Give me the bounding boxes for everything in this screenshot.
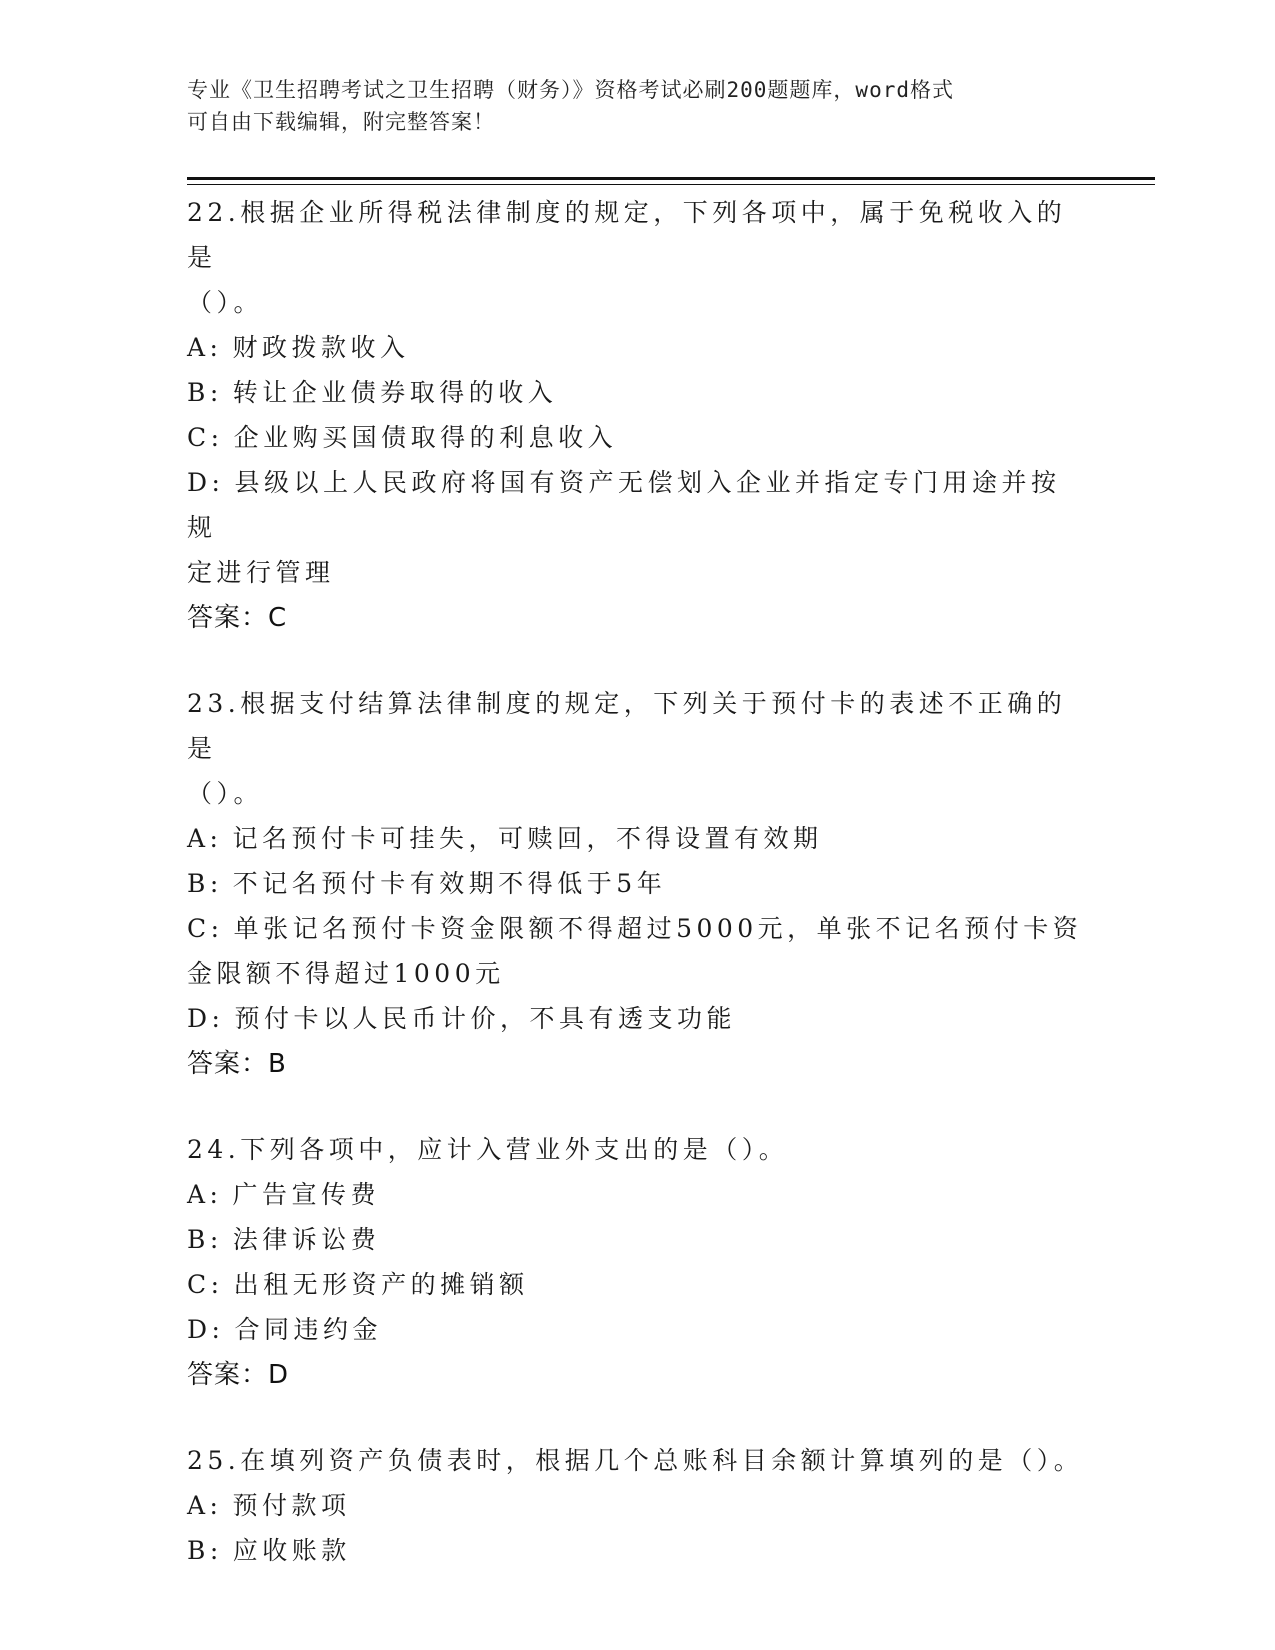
option-b <box>187 1217 1087 1262</box>
question-stem: 22.根据企业所得税法律制度的规定，下列各项中，属于免税收入的是 <box>187 198 1067 272</box>
option-text: 单张记名预付卡资金限额不得超过5000元，单张不记名预付卡资 <box>233 914 1083 943</box>
option-key: A: <box>187 824 223 853</box>
option-text: 法律诉讼费 <box>232 1225 381 1254</box>
option-text: 记名预付卡可挂失，可赎回，不得设置有效期 <box>232 824 823 853</box>
option-a <box>187 1483 1087 1528</box>
option-d <box>187 996 1087 1041</box>
header-divider-thin <box>187 184 1155 185</box>
option-c-continued: 金限额不得超过1000元 <box>187 959 505 988</box>
option-a <box>187 1172 1087 1217</box>
question-stem: 24.下列各项中，应计入营业外支出的是（）。 <box>187 1135 789 1164</box>
option-c <box>187 1262 1087 1307</box>
option-key: D: <box>187 1315 225 1344</box>
option-text: 应收账款 <box>232 1536 351 1565</box>
question-22 <box>187 190 1087 641</box>
question-stem-continued: （）。 <box>187 779 264 808</box>
question-24 <box>187 1127 1087 1398</box>
header-line-2: 可自由下载编辑，附完整答案！ <box>187 110 495 134</box>
option-text: 企业购买国债取得的利息收入 <box>233 423 618 452</box>
header-divider-thick <box>187 177 1155 180</box>
option-d <box>187 460 1087 550</box>
option-text: 预付卡以人民币计价，不具有透支功能 <box>234 1004 736 1033</box>
document-header <box>187 74 1067 138</box>
option-key: B: <box>187 1536 223 1565</box>
option-d <box>187 1307 1087 1352</box>
question-stem-continued: （）。 <box>187 288 264 317</box>
option-b <box>187 861 1087 906</box>
option-key: A: <box>187 1491 223 1520</box>
question-stem: 25.在填列资产负债表时，根据几个总账科目余额计算填列的是（）。 <box>187 1446 1084 1475</box>
question-stem: 23.根据支付结算法律制度的规定，下列关于预付卡的表述不正确的是 <box>187 689 1067 763</box>
option-text: 财政拨款收入 <box>232 333 410 362</box>
question-23 <box>187 681 1087 1087</box>
option-text: 县级以上人民政府将国有资产无偿划入企业并指定专门用途并按规 <box>187 468 1061 542</box>
option-text: 出租无形资产的摊销额 <box>233 1270 529 1299</box>
answer-label: 答案：B <box>187 1049 287 1079</box>
option-c <box>187 415 1087 460</box>
option-a <box>187 325 1087 370</box>
answer-label: 答案：D <box>187 1360 290 1390</box>
option-key: B: <box>187 378 223 407</box>
option-text: 合同违约金 <box>234 1315 382 1344</box>
option-key: A: <box>187 333 223 362</box>
option-key: D: <box>187 468 225 497</box>
option-a <box>187 816 1087 861</box>
option-text: 预付款项 <box>232 1491 351 1520</box>
option-key: C: <box>187 914 224 943</box>
answer-label: 答案：C <box>187 603 288 633</box>
question-25 <box>187 1438 1087 1573</box>
option-key: A: <box>187 1180 223 1209</box>
option-c <box>187 906 1087 951</box>
option-d-continued: 定进行管理 <box>187 558 335 587</box>
option-key: B: <box>187 869 223 898</box>
header-line-1: 专业《卫生招聘考试之卫生招聘（财务）》资格考试必刷200题题库，word格式 <box>187 78 954 102</box>
option-key: D: <box>187 1004 225 1033</box>
option-b <box>187 370 1087 415</box>
option-text: 不记名预付卡有效期不得低于5年 <box>232 869 667 898</box>
question-list <box>187 190 1087 1613</box>
option-text: 转让企业债券取得的收入 <box>232 378 558 407</box>
option-b <box>187 1528 1087 1573</box>
option-key: C: <box>187 423 224 452</box>
option-text: 广告宣传费 <box>232 1180 380 1209</box>
option-key: B: <box>187 1225 223 1254</box>
option-key: C: <box>187 1270 224 1299</box>
